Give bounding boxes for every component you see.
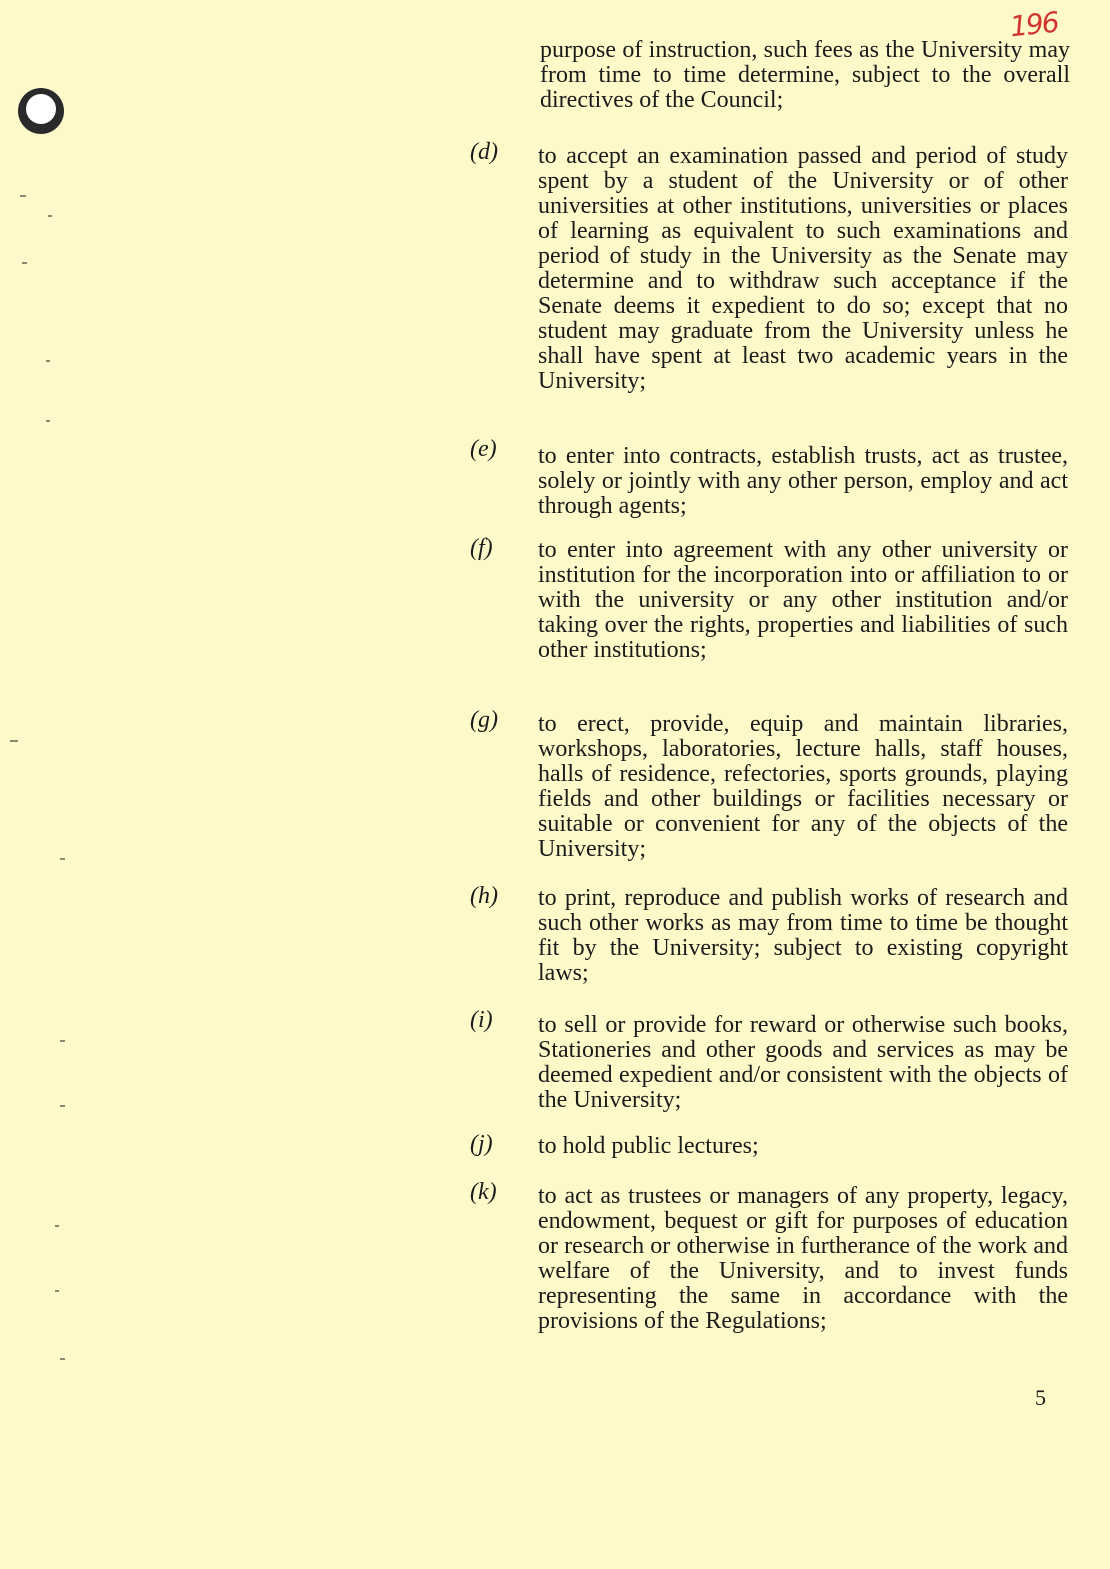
margin-mark xyxy=(60,1358,65,1360)
item-text: to act as trustees or managers of any property, legacy, endowment, bequest or gift for purposes of education or research or otherwise in furtherance of the work and welfare of the University, and to invest funds representing the same in accordance with the provisions of the Regulations; xyxy=(538,1183,1068,1334)
item-label: (k) xyxy=(470,1179,497,1205)
item-label: (h) xyxy=(470,883,498,909)
margin-mark xyxy=(55,1290,59,1292)
item-text: to enter into agreement with any other university or institution for the incorporation into or affiliation to or with the university or any other institution and/or taking over the rights, properties and liabilities of such other institutions; xyxy=(538,537,1068,663)
item-label: (i) xyxy=(470,1007,493,1033)
margin-mark xyxy=(55,1225,59,1227)
intro-paragraph: purpose of instruction, such fees as the University may from time to time determine, subject to the overall directives of the Council; xyxy=(540,37,1070,113)
margin-mark xyxy=(20,195,26,197)
page-number: 5 xyxy=(1035,1385,1046,1410)
margin-mark xyxy=(60,1105,65,1107)
margin-mark xyxy=(60,858,65,860)
margin-mark xyxy=(46,360,50,362)
margin-mark xyxy=(10,740,18,742)
item-label: (d) xyxy=(470,139,498,165)
margin-mark xyxy=(46,420,50,422)
item-text: to accept an examination passed and period of study spent by a student of the University or of other universities at other institutions, universities or places of learning as equivalent to such examinations and period of study in the University as the Senate may determine and to withdraw such acceptance if the Senate deems it expedient to do so; except that no student may graduate from the University unless he shall have spent at least two academic years in the University; xyxy=(538,143,1068,394)
item-label: (g) xyxy=(470,707,498,733)
item-text: to hold public lectures; xyxy=(538,1133,759,1159)
item-text: to enter into contracts, establish trusts, act as trustee, solely or jointly with any other person, employ and act through agents; xyxy=(538,443,1068,519)
item-label: (f) xyxy=(470,535,493,561)
punch-hole xyxy=(18,88,64,134)
item-label: (j) xyxy=(470,1131,493,1157)
margin-mark xyxy=(60,1040,65,1042)
item-text: to print, reproduce and publish works of research and such other works as may from time to time be thought fit by the University; subject to existing copyright laws; xyxy=(538,885,1068,986)
item-text: to sell or provide for reward or otherwise such books, Stationeries and other goods and services as may be deemed expedient and/or consistent with the objects of the University; xyxy=(538,1012,1068,1113)
margin-mark xyxy=(22,262,27,264)
item-text: to erect, provide, equip and maintain libraries, workshops, laboratories, lecture halls, staff houses, halls of residence, refectories, sports grounds, playing fields and other buildings or facilities necessary or suitable or convenient for any of the objects of the University; xyxy=(538,711,1068,862)
margin-mark xyxy=(48,215,52,217)
folio-annotation: 196 xyxy=(1008,5,1060,44)
item-label: (e) xyxy=(470,436,497,462)
